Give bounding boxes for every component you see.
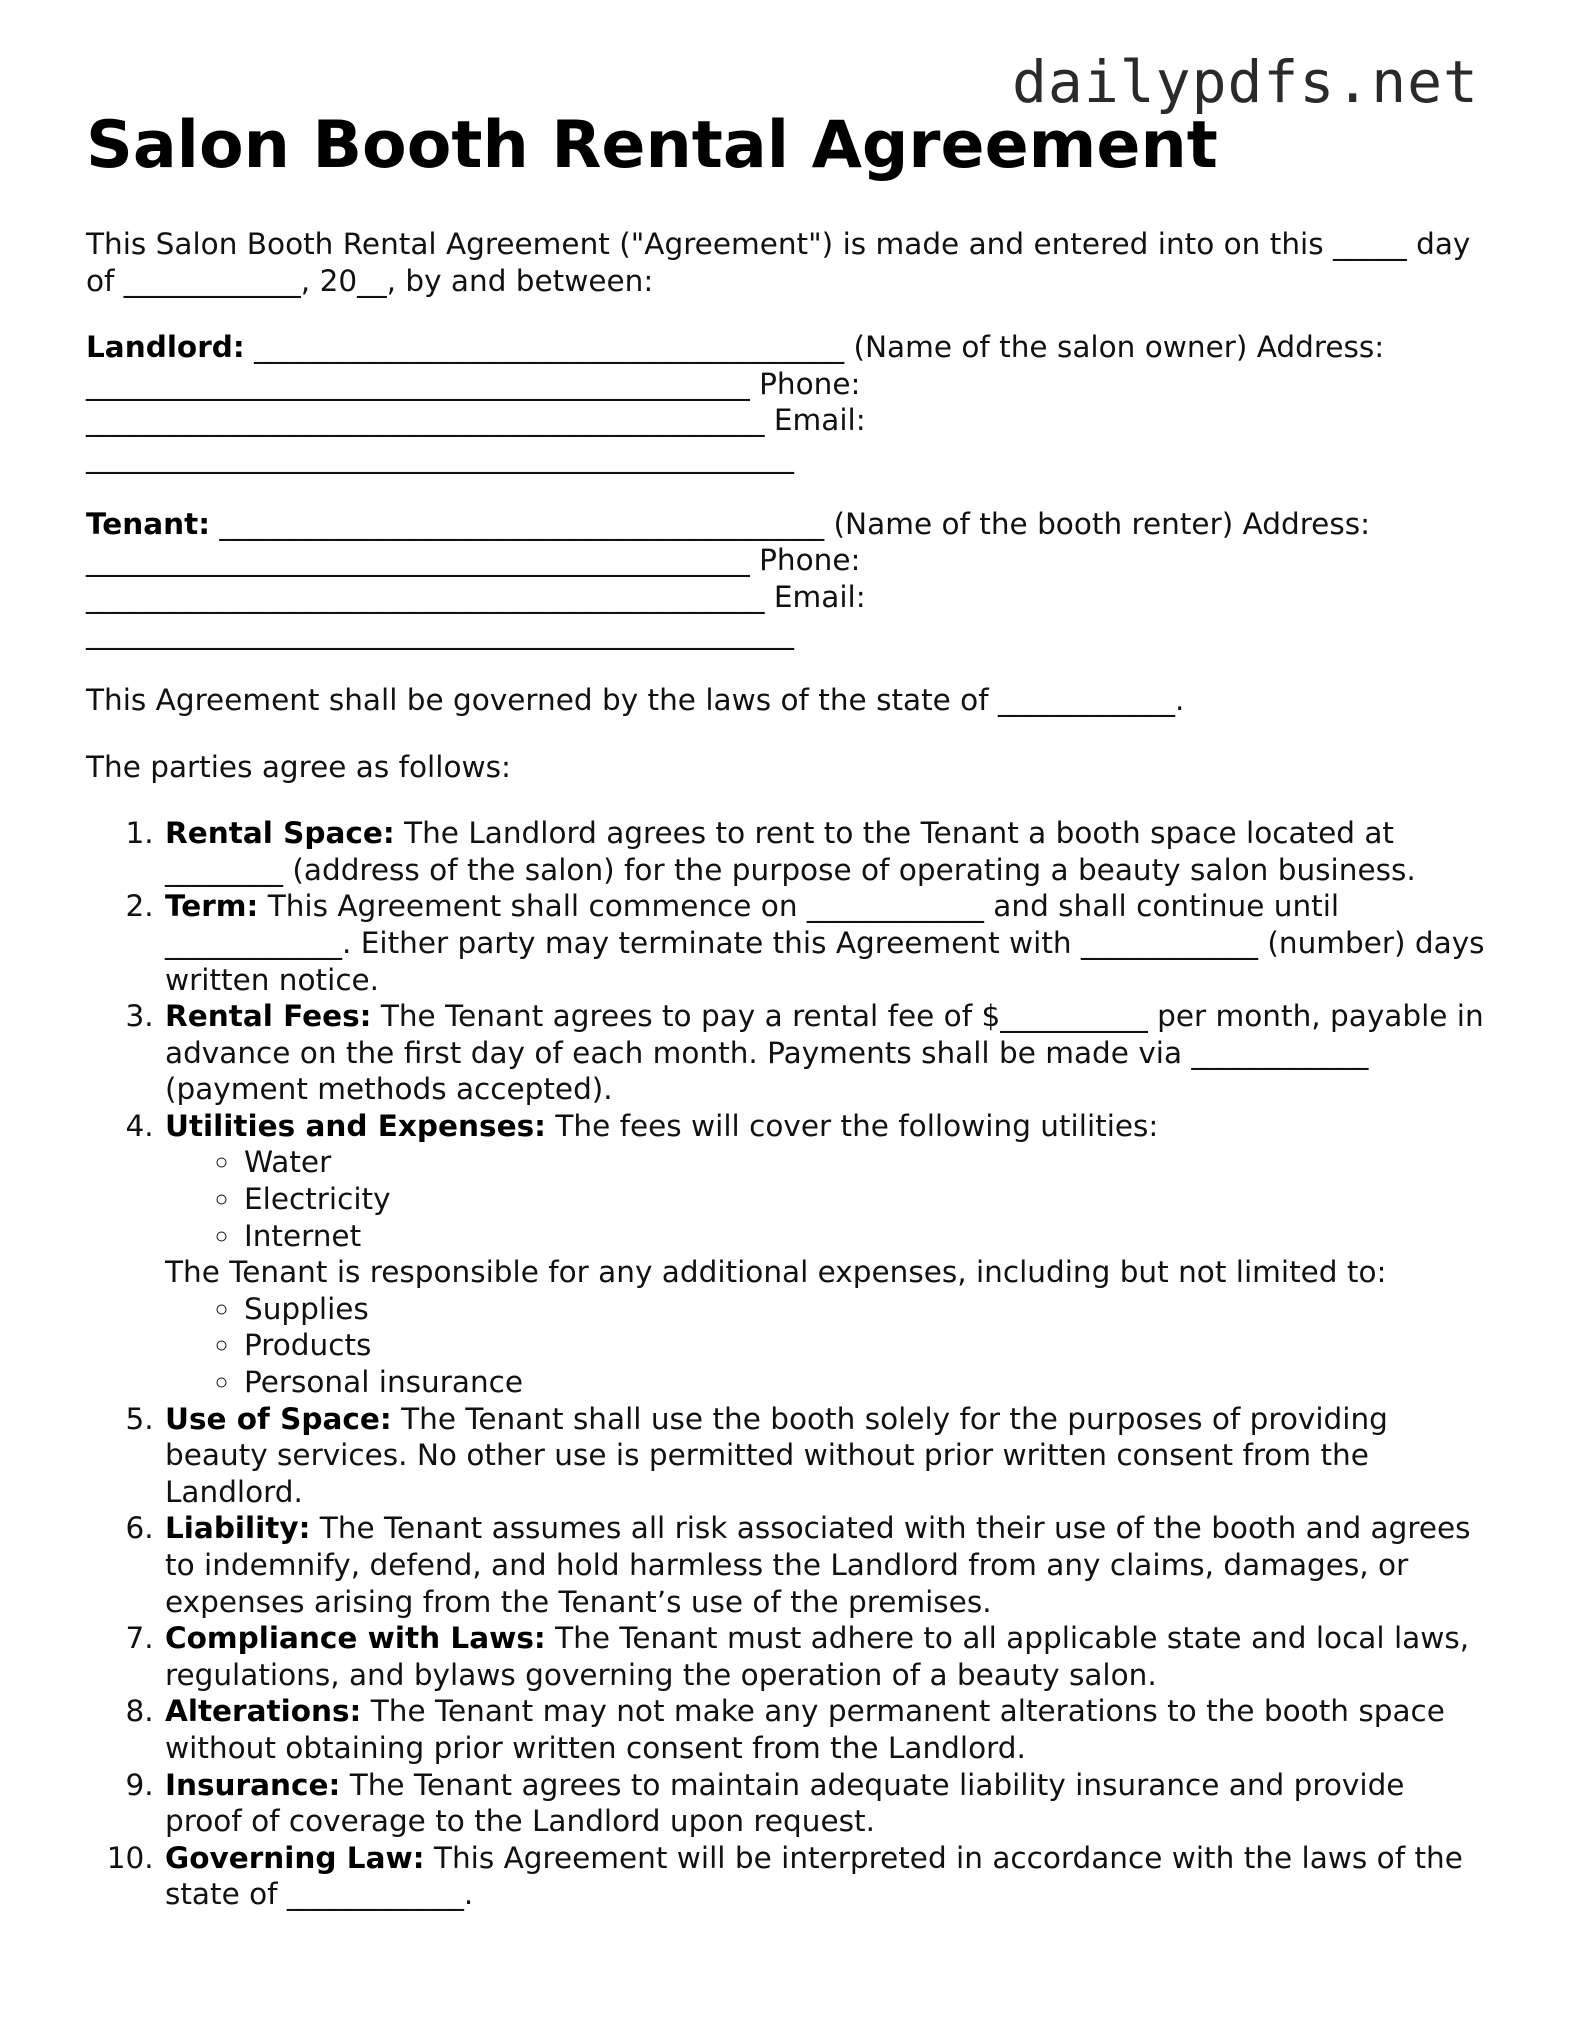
watermark: dailypdfs.net xyxy=(1012,48,1479,116)
term-text: This Agreement will be interpreted in accordance with the laws of the state of ____________. xyxy=(165,1840,1463,1912)
expense-item: ◦ Personal insurance xyxy=(242,1364,1486,1401)
intro-paragraph: This Salon Booth Rental Agreement ("Agreement") is made and entered into on this _____ day of ____________, 20__, by and between: xyxy=(86,227,1471,298)
landlord-fields: ________________________________________ (Name of the salon owner) Address: _____________________________________________ Phone: ______________________________________________ Email: ________________________________________________ xyxy=(86,330,1385,474)
document-title: Salon Booth Rental Agreement xyxy=(86,108,1218,183)
term-item-utilities xyxy=(163,1108,1486,1401)
term-text: The Landlord agrees to rent to the Tenant a booth space located at ________ (address of the salon) for the purpose of operating a beauty salon business. xyxy=(165,816,1416,887)
term-item-use-of-space xyxy=(163,1401,1486,1511)
term-title: Compliance with Laws: xyxy=(165,1621,546,1656)
term-title: Rental Fees: xyxy=(165,999,372,1034)
utility-item: ◦ Water xyxy=(242,1144,1486,1181)
document-body xyxy=(86,226,1486,1913)
term-text: The Tenant must adhere to all applicable state and local laws, regulations, and bylaws governing the operation of a beauty salon. xyxy=(165,1621,1470,1692)
term-item-liability xyxy=(163,1510,1486,1620)
term-item-insurance xyxy=(163,1767,1486,1840)
tenant-section xyxy=(86,506,1486,652)
term-title: Term: xyxy=(165,889,259,924)
term-text: The fees will cover the following utilities: xyxy=(555,1108,1159,1143)
term-text: The Tenant assumes all risk associated with their use of the booth and agrees to indemnify, defend, and hold harmless the Landlord from any claims, damages, or expenses arising from the Tenant’s use of the premises. xyxy=(165,1511,1471,1619)
term-title: Governing Law: xyxy=(165,1840,425,1875)
term-text: The Tenant agrees to pay a rental fee of $__________ per month, payable in advance on the first day of each month. Payments shall be made via ____________ (payment methods accepted). xyxy=(165,999,1484,1107)
term-text: The Tenant may not make any permanent alterations to the booth space without obtaining prior written consent from the Landlord. xyxy=(165,1694,1445,1765)
term-item-compliance xyxy=(163,1620,1486,1693)
landlord-section xyxy=(86,329,1486,475)
utility-item: ◦ Internet xyxy=(242,1218,1486,1255)
utilities-list xyxy=(165,1144,1486,1254)
term-item-rental-fees xyxy=(163,998,1486,1108)
term-title: Utilities and Expenses: xyxy=(165,1108,546,1143)
term-item-term xyxy=(163,888,1486,998)
term-title: Liability: xyxy=(165,1511,311,1546)
term-item-alterations xyxy=(163,1693,1486,1766)
utility-item: ◦ Electricity xyxy=(242,1181,1486,1218)
term-title: Rental Space: xyxy=(165,816,395,851)
expense-item: ◦ Supplies xyxy=(242,1291,1486,1328)
expenses-list xyxy=(165,1291,1486,1401)
landlord-label: Landlord: xyxy=(86,330,245,365)
term-title: Use of Space: xyxy=(165,1401,392,1436)
governed-paragraph: This Agreement shall be governed by the laws of the state of ____________. xyxy=(86,682,1185,717)
tenant-fields: _________________________________________ (Name of the booth renter) Address: _____________________________________________ Phone: ______________________________________________ Email: ________________________________________________ xyxy=(86,506,1371,651)
term-text: This Agreement shall commence on ____________ and shall continue until ____________. Either party may terminate this Agreement with ____________ (number) days written notice. xyxy=(165,889,1485,997)
term-item-rental-space xyxy=(163,815,1486,888)
expense-item: ◦ Products xyxy=(242,1327,1486,1364)
term-title: Insurance: xyxy=(165,1767,341,1802)
terms-list xyxy=(86,815,1486,1913)
term-title: Alterations: xyxy=(165,1694,362,1729)
term-text: The Tenant agrees to maintain adequate liability insurance and provide proof of coverage to the Landlord upon request. xyxy=(165,1767,1405,1839)
term-item-governing-law xyxy=(163,1840,1486,1913)
term-text: The Tenant shall use the booth solely for the purposes of providing beauty services. No other use is permitted without prior written consent from the Landlord. xyxy=(165,1401,1388,1509)
expenses-text: The Tenant is responsible for any additional expenses, including but not limited to: xyxy=(165,1255,1387,1290)
agree-paragraph: The parties agree as follows: xyxy=(86,749,511,784)
tenant-label: Tenant: xyxy=(86,506,211,541)
